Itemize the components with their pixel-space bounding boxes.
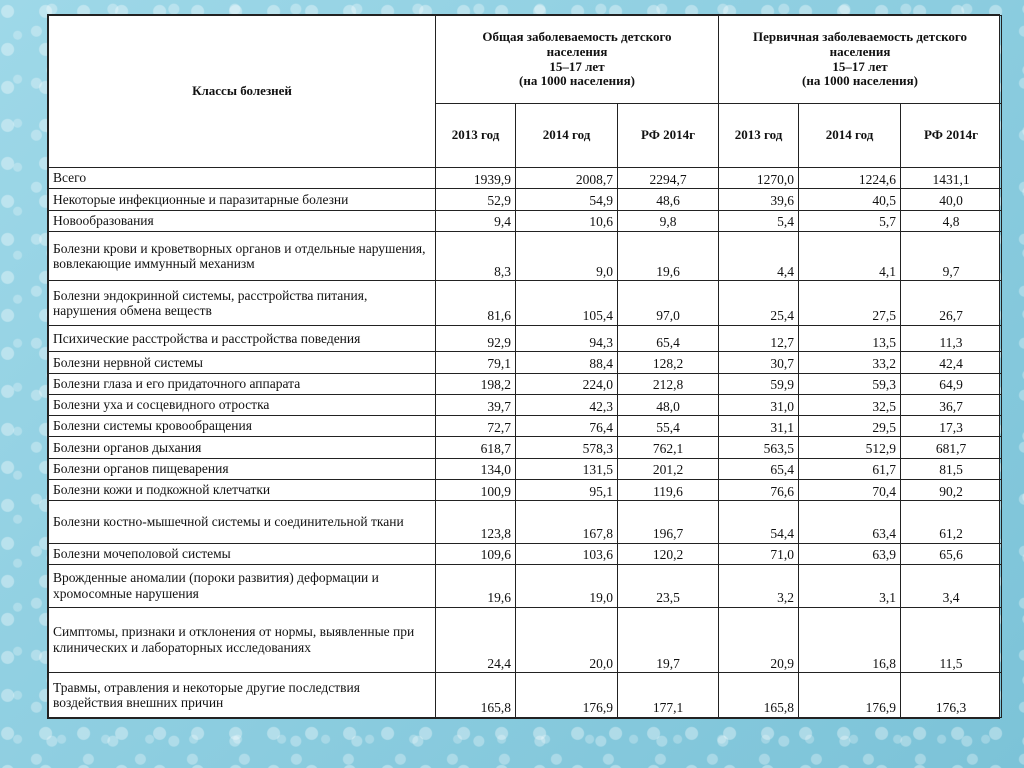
value-cell: 120,2 — [618, 543, 719, 564]
value-cell: 177,1 — [618, 673, 719, 718]
value-cell: 54,4 — [719, 501, 799, 544]
value-cell: 618,7 — [436, 437, 516, 458]
value-cell: 131,5 — [516, 458, 618, 479]
table-row — [49, 210, 1002, 231]
value-cell: 9,0 — [516, 231, 618, 281]
value-cell: 33,2 — [799, 352, 901, 373]
header-general-line-1: Общая заболеваемость детского — [482, 28, 672, 44]
subheader-primary-2013: 2013 год — [719, 104, 799, 168]
value-cell: 3,4 — [901, 564, 1002, 607]
table-row — [49, 458, 1002, 479]
value-cell: 4,4 — [719, 231, 799, 281]
disease-class-name: Болезни системы кровообращения — [49, 416, 436, 437]
table-row — [49, 325, 1002, 351]
value-cell: 48,0 — [618, 394, 719, 415]
disease-class-name: Психические расстройства и расстройства поведения — [49, 325, 436, 351]
value-cell: 1431,1 — [901, 168, 1002, 189]
value-cell: 13,5 — [799, 325, 901, 351]
value-cell: 23,5 — [618, 564, 719, 607]
header-primary — [719, 16, 1002, 104]
header-general-line-4: (на 1000 населения) — [519, 73, 635, 89]
value-cell: 11,5 — [901, 607, 1002, 673]
value-cell: 165,8 — [719, 673, 799, 718]
value-cell: 26,7 — [901, 281, 1002, 326]
value-cell: 63,9 — [799, 543, 901, 564]
value-cell: 71,0 — [719, 543, 799, 564]
value-cell: 76,4 — [516, 416, 618, 437]
header-primary-line-3: 15–17 лет — [832, 58, 888, 74]
disease-class-name: Болезни уха и сосцевидного отростка — [49, 394, 436, 415]
value-cell: 109,6 — [436, 543, 516, 564]
value-cell: 48,6 — [618, 189, 719, 210]
value-cell: 19,0 — [516, 564, 618, 607]
value-cell: 90,2 — [901, 479, 1002, 500]
subheader-primary-rf2014: РФ 2014г — [901, 104, 1002, 168]
value-cell: 563,5 — [719, 437, 799, 458]
table-row — [49, 231, 1002, 281]
value-cell: 17,3 — [901, 416, 1002, 437]
value-cell: 762,1 — [618, 437, 719, 458]
value-cell: 42,4 — [901, 352, 1002, 373]
table-row — [49, 416, 1002, 437]
value-cell: 88,4 — [516, 352, 618, 373]
disease-class-name: Новообразования — [49, 210, 436, 231]
value-cell: 59,3 — [799, 373, 901, 394]
value-cell: 63,4 — [799, 501, 901, 544]
value-cell: 39,7 — [436, 394, 516, 415]
value-cell: 25,4 — [719, 281, 799, 326]
disease-class-name: Болезни мочеполовой системы — [49, 543, 436, 564]
value-cell: 54,9 — [516, 189, 618, 210]
value-cell: 681,7 — [901, 437, 1002, 458]
table-row — [49, 373, 1002, 394]
value-cell: 176,9 — [516, 673, 618, 718]
value-cell: 59,9 — [719, 373, 799, 394]
table-row — [49, 607, 1002, 673]
table-row — [49, 281, 1002, 326]
value-cell: 134,0 — [436, 458, 516, 479]
disease-class-name: Болезни органов дыхания — [49, 437, 436, 458]
value-cell: 19,7 — [618, 607, 719, 673]
value-cell: 4,1 — [799, 231, 901, 281]
value-cell: 9,7 — [901, 231, 1002, 281]
value-cell: 55,4 — [618, 416, 719, 437]
value-cell: 176,9 — [799, 673, 901, 718]
value-cell: 39,6 — [719, 189, 799, 210]
morbidity-table — [48, 15, 1002, 718]
value-cell: 1939,9 — [436, 168, 516, 189]
table-row — [49, 189, 1002, 210]
value-cell: 196,7 — [618, 501, 719, 544]
disease-class-name: Всего — [49, 168, 436, 189]
disease-class-name: Болезни глаза и его придаточного аппарата — [49, 373, 436, 394]
disease-class-name: Врожденные аномалии (пороки развития) деформации и хромосомные нарушения — [49, 564, 436, 607]
header-primary-line-4: (на 1000 населения) — [802, 73, 918, 89]
disease-class-name: Болезни нервной системы — [49, 352, 436, 373]
value-cell: 61,2 — [901, 501, 1002, 544]
disease-class-name: Болезни органов пищеварения — [49, 458, 436, 479]
value-cell: 119,6 — [618, 479, 719, 500]
value-cell: 29,5 — [799, 416, 901, 437]
value-cell: 81,5 — [901, 458, 1002, 479]
value-cell: 2008,7 — [516, 168, 618, 189]
value-cell: 24,4 — [436, 607, 516, 673]
value-cell: 76,6 — [719, 479, 799, 500]
value-cell: 72,7 — [436, 416, 516, 437]
disease-class-name: Некоторые инфекционные и паразитарные болезни — [49, 189, 436, 210]
disease-class-name: Болезни кожи и подкожной клетчатки — [49, 479, 436, 500]
value-cell: 65,4 — [618, 325, 719, 351]
disease-class-name: Болезни эндокринной системы, расстройства питания, нарушения обмена веществ — [49, 281, 436, 326]
value-cell: 70,4 — [799, 479, 901, 500]
table-row — [49, 543, 1002, 564]
table-row — [49, 673, 1002, 718]
value-cell: 100,9 — [436, 479, 516, 500]
value-cell: 32,5 — [799, 394, 901, 415]
value-cell: 36,7 — [901, 394, 1002, 415]
header-primary-line-2: населения — [829, 43, 891, 59]
value-cell: 42,3 — [516, 394, 618, 415]
value-cell: 79,1 — [436, 352, 516, 373]
value-cell: 65,4 — [719, 458, 799, 479]
value-cell: 31,1 — [719, 416, 799, 437]
disease-class-name: Травмы, отравления и некоторые другие последствия воздействия внешних причин — [49, 673, 436, 718]
value-cell: 97,0 — [618, 281, 719, 326]
table-row — [49, 168, 1002, 189]
value-cell: 4,8 — [901, 210, 1002, 231]
table-row — [49, 501, 1002, 544]
value-cell: 9,8 — [618, 210, 719, 231]
value-cell: 40,0 — [901, 189, 1002, 210]
value-cell: 27,5 — [799, 281, 901, 326]
value-cell: 31,0 — [719, 394, 799, 415]
value-cell: 224,0 — [516, 373, 618, 394]
subheader-general-2013: 2013 год — [436, 104, 516, 168]
value-cell: 2294,7 — [618, 168, 719, 189]
table-row — [49, 394, 1002, 415]
header-primary-line-1: Первичная заболеваемость детского — [753, 28, 967, 44]
value-cell: 103,6 — [516, 543, 618, 564]
value-cell: 512,9 — [799, 437, 901, 458]
value-cell: 19,6 — [436, 564, 516, 607]
disease-class-name: Болезни крови и кроветворных органов и отдельные нарушения, вовлекающие иммунный механизм — [49, 231, 436, 281]
header-classes: Классы болезней — [49, 16, 436, 168]
value-cell: 95,1 — [516, 479, 618, 500]
subheader-general-2014: 2014 год — [516, 104, 618, 168]
value-cell: 61,7 — [799, 458, 901, 479]
value-cell: 578,3 — [516, 437, 618, 458]
value-cell: 201,2 — [618, 458, 719, 479]
subheader-general-rf2014: РФ 2014г — [618, 104, 719, 168]
value-cell: 128,2 — [618, 352, 719, 373]
value-cell: 165,8 — [436, 673, 516, 718]
disease-class-name: Болезни костно-мышечной системы и соединительной ткани — [49, 501, 436, 544]
value-cell: 212,8 — [618, 373, 719, 394]
value-cell: 3,1 — [799, 564, 901, 607]
value-cell: 92,9 — [436, 325, 516, 351]
value-cell: 19,6 — [618, 231, 719, 281]
value-cell: 1224,6 — [799, 168, 901, 189]
value-cell: 8,3 — [436, 231, 516, 281]
value-cell: 176,3 — [901, 673, 1002, 718]
value-cell: 94,3 — [516, 325, 618, 351]
value-cell: 40,5 — [799, 189, 901, 210]
header-general — [436, 16, 719, 104]
value-cell: 20,9 — [719, 607, 799, 673]
table-row — [49, 352, 1002, 373]
value-cell: 167,8 — [516, 501, 618, 544]
value-cell: 10,6 — [516, 210, 618, 231]
value-cell: 52,9 — [436, 189, 516, 210]
value-cell: 20,0 — [516, 607, 618, 673]
subheader-primary-2014: 2014 год — [799, 104, 901, 168]
value-cell: 5,7 — [799, 210, 901, 231]
value-cell: 105,4 — [516, 281, 618, 326]
table-row — [49, 479, 1002, 500]
table-row — [49, 437, 1002, 458]
table-row — [49, 564, 1002, 607]
value-cell: 65,6 — [901, 543, 1002, 564]
value-cell: 11,3 — [901, 325, 1002, 351]
morbidity-table-sheet — [47, 14, 1000, 719]
value-cell: 3,2 — [719, 564, 799, 607]
header-general-line-2: населения — [546, 43, 608, 59]
value-cell: 1270,0 — [719, 168, 799, 189]
value-cell: 30,7 — [719, 352, 799, 373]
value-cell: 198,2 — [436, 373, 516, 394]
value-cell: 81,6 — [436, 281, 516, 326]
value-cell: 5,4 — [719, 210, 799, 231]
value-cell: 9,4 — [436, 210, 516, 231]
value-cell: 64,9 — [901, 373, 1002, 394]
value-cell: 123,8 — [436, 501, 516, 544]
disease-class-name: Симптомы, признаки и отклонения от нормы, выявленные при клинических и лабораторных исследованиях — [49, 607, 436, 673]
value-cell: 12,7 — [719, 325, 799, 351]
header-general-line-3: 15–17 лет — [549, 58, 605, 74]
value-cell: 16,8 — [799, 607, 901, 673]
